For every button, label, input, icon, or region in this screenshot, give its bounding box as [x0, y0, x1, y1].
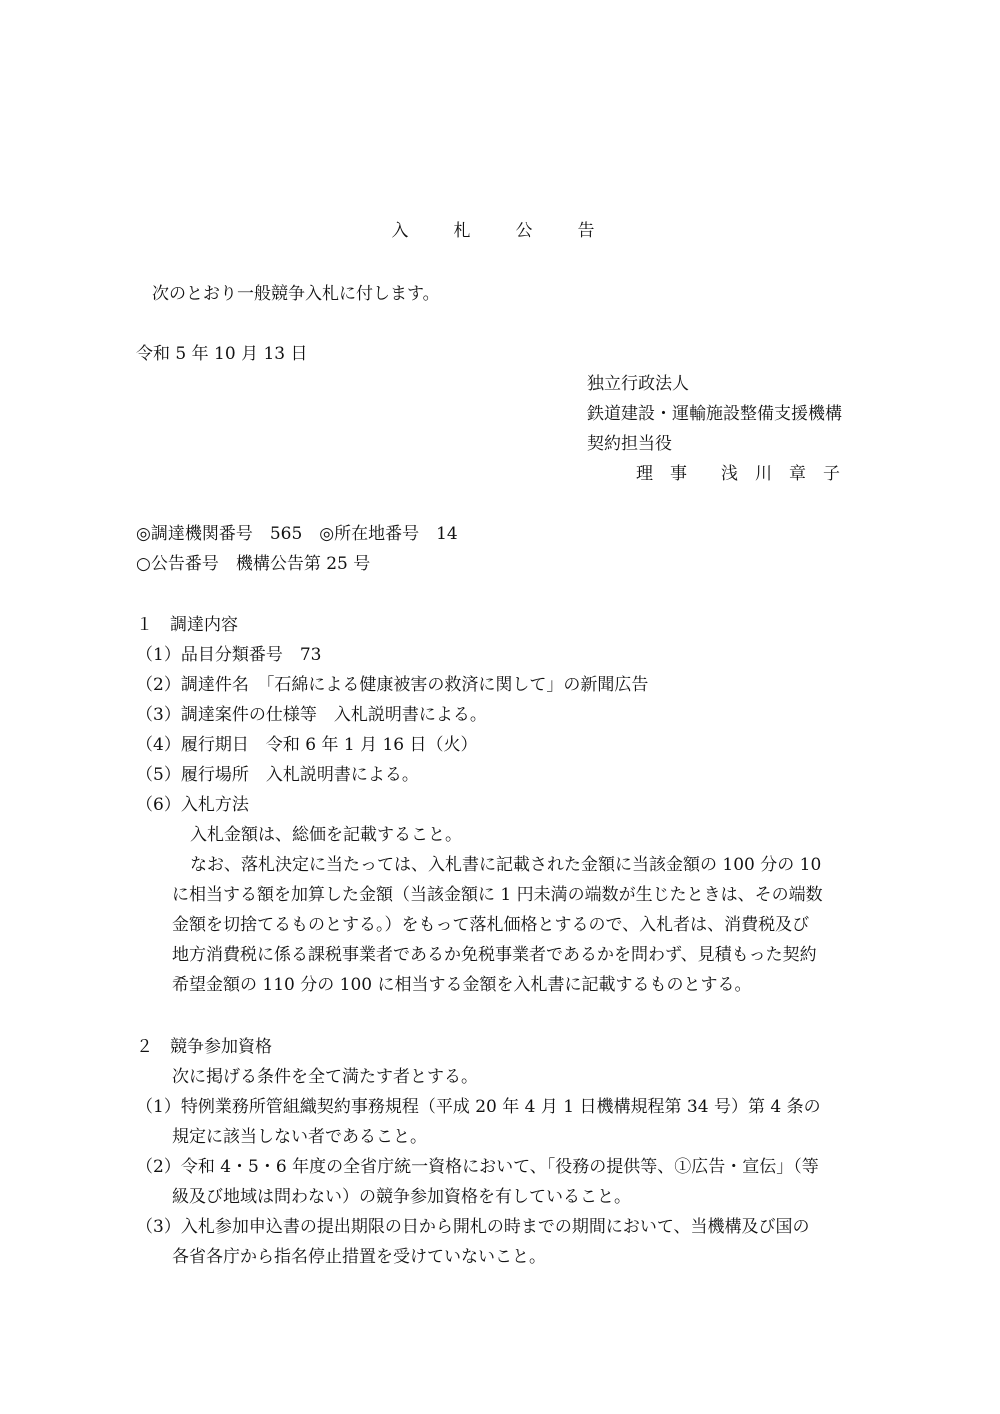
- issuer-org-name: 鉄道建設・運輸施設整備支援機構: [587, 404, 842, 424]
- list-item: （3）調達案件の仕様等 入札説明書による。: [136, 705, 487, 725]
- intro-text: 次のとおり一般競争入札に付します。: [152, 284, 440, 304]
- bid-method-line: に相当する額を加算した金額（当該金額に 1 円未満の端数が生じたときは、その端数: [172, 885, 823, 905]
- list-item: （2）令和 4・5・6 年度の全省庁統一資格において、「役務の提供等、①広告・宣伝」（等: [136, 1157, 819, 1177]
- section-heading: １ 調達内容: [136, 615, 238, 635]
- bid-method-line: 入札金額は、総価を記載すること。: [190, 825, 462, 845]
- list-item-continued: 級及び地域は問わない）の競争参加資格を有していること。: [172, 1187, 631, 1207]
- section-heading: ２ 競争参加資格: [136, 1037, 272, 1057]
- issuer-person: 理 事 浅 川 章 子: [636, 464, 840, 484]
- list-item: （5）履行場所 入札説明書による。: [136, 765, 419, 785]
- notice-number: ○公告番号 機構公告第 25 号: [136, 554, 371, 574]
- issuer-role: 契約担当役: [587, 434, 672, 454]
- list-item: （4）履行期日 令和 6 年 1 月 16 日（火）: [136, 735, 478, 755]
- section-intro: 次に掲げる条件を全て満たす者とする。: [172, 1067, 478, 1087]
- announcement-date: 令和 5 年 10 月 13 日: [136, 344, 308, 364]
- bid-method-line: なお、落札決定に当たっては、入札書に記載された金額に当該金額の 100 分の 10: [190, 855, 822, 875]
- document-title: 入 札 公 告: [391, 221, 609, 241]
- list-item: （1）特例業務所管組織契約事務規程（平成 20 年 4 月 1 日機構規程第 34 号）第 4 条の: [136, 1097, 821, 1117]
- list-item: （2）調達件名 「石綿による健康被害の救済に関して」の新聞広告: [136, 675, 649, 695]
- issuer-org-type: 独立行政法人: [587, 374, 689, 394]
- list-item-continued: 各省各庁から指名停止措置を受けていないこと。: [172, 1247, 546, 1267]
- list-item: （6）入札方法: [136, 795, 249, 815]
- bid-method-line: 地方消費税に係る課税事業者であるか免税事業者であるかを問わず、見積もった契約: [172, 945, 817, 965]
- bid-method-line: 金額を切捨てるものとする。）をもって落札価格とするので、入札者は、消費税及び: [172, 915, 810, 935]
- list-item: （3）入札参加申込書の提出期限の日から開札の時までの期間において、当機構及び国の: [136, 1217, 810, 1237]
- list-item-continued: 規定に該当しない者であること。: [172, 1127, 427, 1147]
- bid-method-line: 希望金額の 110 分の 100 に相当する金額を入札書に記載するものとする。: [172, 975, 752, 995]
- agency-location-codes: ◎調達機関番号 565 ◎所在地番号 14: [136, 524, 458, 544]
- list-item: （1）品目分類番号 73: [136, 645, 322, 665]
